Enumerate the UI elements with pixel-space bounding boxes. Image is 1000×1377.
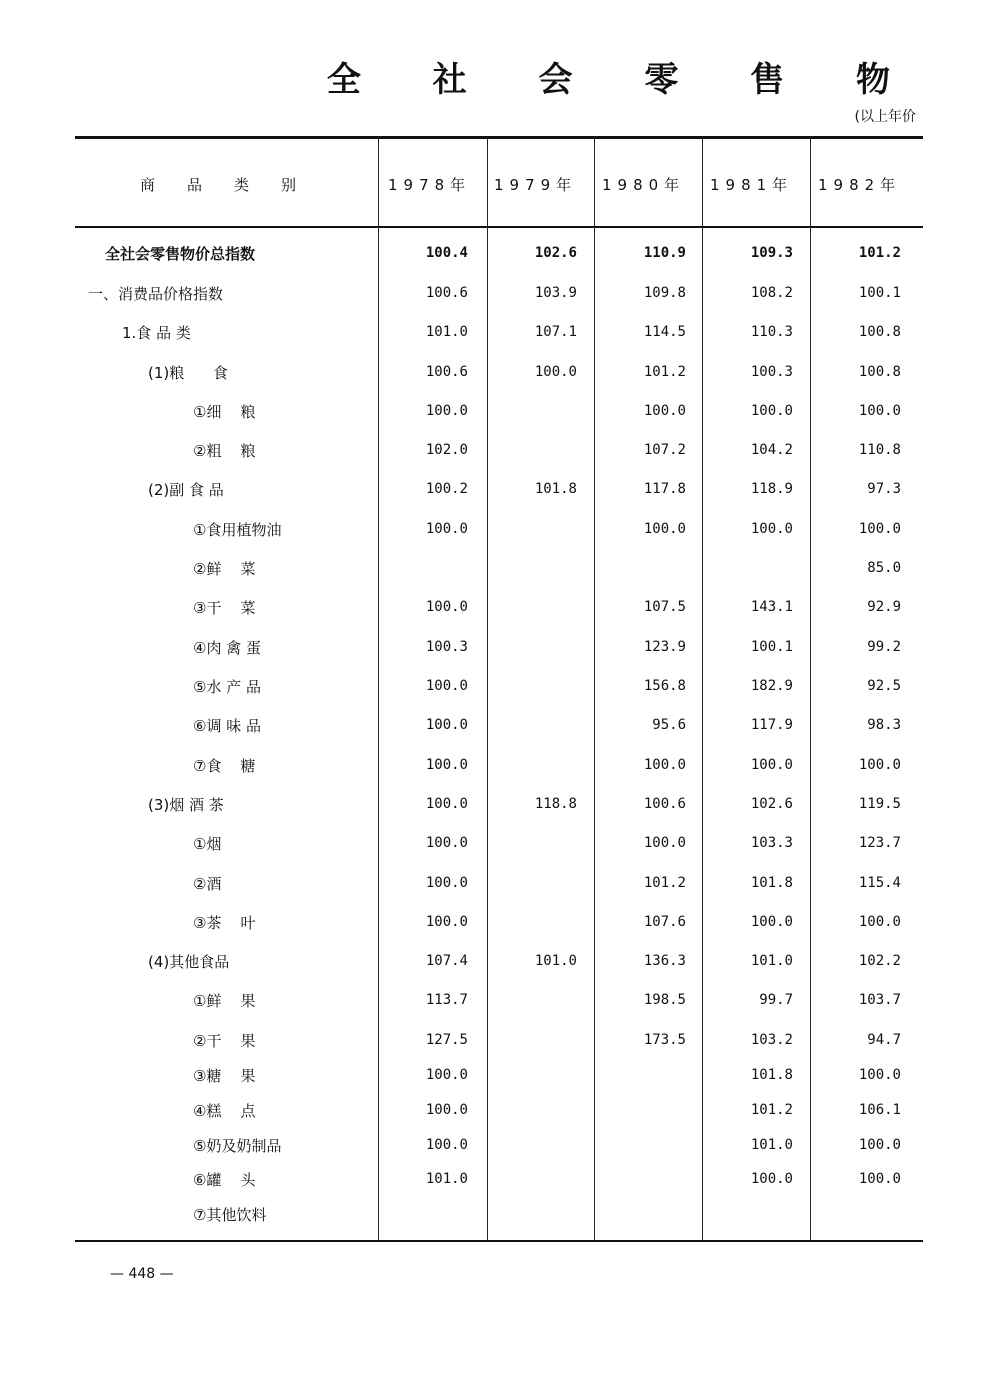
row-value: 100.0 bbox=[425, 875, 468, 891]
table-row bbox=[0, 990, 1000, 1018]
row-value: 100.0 bbox=[858, 1137, 901, 1153]
table-row bbox=[0, 873, 1000, 901]
row-label: 1.食 品 类 bbox=[122, 324, 191, 342]
row-value: 100.0 bbox=[858, 914, 901, 930]
row-value: 108.2 bbox=[750, 285, 793, 301]
row-value: 97.3 bbox=[867, 481, 901, 497]
row-label: ④肉 禽 蛋 bbox=[193, 639, 261, 657]
table-row bbox=[0, 283, 1000, 311]
row-value: 102.6 bbox=[750, 796, 793, 812]
table-row bbox=[0, 597, 1000, 625]
table-row bbox=[0, 322, 1000, 350]
row-value: 95.6 bbox=[652, 717, 686, 733]
row-value: 104.2 bbox=[750, 442, 793, 458]
row-value: 156.8 bbox=[643, 678, 686, 694]
row-value: 101.2 bbox=[750, 1102, 793, 1118]
row-value: 143.1 bbox=[750, 599, 793, 615]
row-value: 100.0 bbox=[643, 757, 686, 773]
row-value: 101.0 bbox=[534, 953, 577, 969]
row-label: ②干 果 bbox=[193, 1032, 256, 1050]
row-value: 103.2 bbox=[750, 1032, 793, 1048]
row-value: 100.0 bbox=[425, 757, 468, 773]
row-value: 100.8 bbox=[858, 364, 901, 380]
row-value: 85.0 bbox=[867, 560, 901, 576]
table-row bbox=[0, 833, 1000, 861]
row-value: 101.8 bbox=[534, 481, 577, 497]
row-value: 100.0 bbox=[425, 835, 468, 851]
row-value: 110.8 bbox=[858, 442, 901, 458]
row-value: 99.7 bbox=[759, 992, 793, 1008]
row-value: 100.6 bbox=[425, 364, 468, 380]
row-value: 123.7 bbox=[858, 835, 901, 851]
table-row bbox=[0, 401, 1000, 429]
row-value: 99.2 bbox=[867, 639, 901, 655]
row-value: 100.0 bbox=[425, 1067, 468, 1083]
table-row bbox=[0, 951, 1000, 979]
row-value: 100.2 bbox=[425, 481, 468, 497]
row-value: 98.3 bbox=[867, 717, 901, 733]
row-label: ②酒 bbox=[193, 875, 222, 893]
row-label: ③糖 果 bbox=[193, 1067, 256, 1085]
row-value: 100.3 bbox=[750, 364, 793, 380]
row-value: 107.2 bbox=[643, 442, 686, 458]
row-value: 100.0 bbox=[425, 403, 468, 419]
row-value: 100.0 bbox=[534, 364, 577, 380]
row-label: ⑦食 糖 bbox=[193, 757, 256, 775]
header-year: 1982年 bbox=[818, 176, 902, 194]
row-value: 118.8 bbox=[534, 796, 577, 812]
header-year: 1980年 bbox=[602, 176, 686, 194]
table-row bbox=[0, 1030, 1000, 1058]
row-value: 110.3 bbox=[750, 324, 793, 340]
row-label: ③茶 叶 bbox=[193, 914, 256, 932]
table-row bbox=[0, 243, 1000, 271]
table-row bbox=[0, 479, 1000, 507]
row-value: 100.0 bbox=[858, 757, 901, 773]
header-year: 1978年 bbox=[388, 176, 472, 194]
row-value: 100.0 bbox=[858, 1171, 901, 1187]
row-value: 101.2 bbox=[858, 245, 901, 261]
row-value: 107.1 bbox=[534, 324, 577, 340]
row-label: ②粗 粮 bbox=[193, 442, 256, 460]
row-label: (3)烟 酒 茶 bbox=[148, 796, 224, 814]
table-row bbox=[0, 755, 1000, 783]
bottom-rule bbox=[75, 1240, 923, 1242]
row-value: 102.0 bbox=[425, 442, 468, 458]
row-value: 113.7 bbox=[425, 992, 468, 1008]
top-rule bbox=[75, 136, 923, 139]
row-value: 100.0 bbox=[425, 678, 468, 694]
row-value: 100.6 bbox=[643, 796, 686, 812]
row-value: 100.0 bbox=[643, 835, 686, 851]
row-value: 101.0 bbox=[425, 324, 468, 340]
row-value: 107.4 bbox=[425, 953, 468, 969]
row-value: 101.0 bbox=[750, 953, 793, 969]
row-value: 101.8 bbox=[750, 1067, 793, 1083]
row-label: ①鲜 果 bbox=[193, 992, 256, 1010]
row-label: (1)粮 食 bbox=[148, 364, 228, 382]
table-row bbox=[0, 912, 1000, 940]
header-category: 商品类别 bbox=[140, 176, 329, 194]
table-row bbox=[0, 676, 1000, 704]
row-value: 173.5 bbox=[643, 1032, 686, 1048]
row-value: 101.0 bbox=[425, 1171, 468, 1187]
row-value: 100.6 bbox=[425, 285, 468, 301]
row-value: 103.7 bbox=[858, 992, 901, 1008]
table-row bbox=[0, 362, 1000, 390]
row-label: (4)其他食品 bbox=[148, 953, 230, 971]
row-value: 101.8 bbox=[750, 875, 793, 891]
row-label: ⑤奶及奶制品 bbox=[193, 1137, 282, 1155]
table-row bbox=[0, 1135, 1000, 1163]
row-value: 117.9 bbox=[750, 717, 793, 733]
row-value: 102.2 bbox=[858, 953, 901, 969]
row-value: 114.5 bbox=[643, 324, 686, 340]
row-value: 100.0 bbox=[858, 403, 901, 419]
row-value: 107.6 bbox=[643, 914, 686, 930]
row-label: ⑥调 味 品 bbox=[193, 717, 261, 735]
page-number: — 448 — bbox=[110, 1266, 174, 1282]
row-label: ①烟 bbox=[193, 835, 222, 853]
header-year: 1981年 bbox=[710, 176, 794, 194]
row-value: 119.5 bbox=[858, 796, 901, 812]
row-label: ③干 菜 bbox=[193, 599, 256, 617]
row-value: 100.0 bbox=[643, 521, 686, 537]
row-value: 100.0 bbox=[750, 757, 793, 773]
row-value: 127.5 bbox=[425, 1032, 468, 1048]
row-value: 136.3 bbox=[643, 953, 686, 969]
row-value: 100.1 bbox=[858, 285, 901, 301]
row-value: 106.1 bbox=[858, 1102, 901, 1118]
row-value: 103.9 bbox=[534, 285, 577, 301]
row-value: 100.0 bbox=[750, 521, 793, 537]
table-row bbox=[0, 715, 1000, 743]
row-label: ①细 粮 bbox=[193, 403, 256, 421]
row-value: 100.0 bbox=[425, 521, 468, 537]
row-value: 100.0 bbox=[750, 403, 793, 419]
row-value: 100.8 bbox=[858, 324, 901, 340]
row-value: 117.8 bbox=[643, 481, 686, 497]
row-value: 100.0 bbox=[425, 796, 468, 812]
row-value: 103.3 bbox=[750, 835, 793, 851]
row-value: 109.8 bbox=[643, 285, 686, 301]
row-value: 101.2 bbox=[643, 364, 686, 380]
row-value: 107.5 bbox=[643, 599, 686, 615]
row-value: 100.4 bbox=[425, 245, 468, 261]
header-rule bbox=[75, 226, 923, 228]
row-label: ②鲜 菜 bbox=[193, 560, 256, 578]
row-label: 一、消费品价格指数 bbox=[88, 285, 224, 303]
row-value: 100.0 bbox=[750, 914, 793, 930]
row-value: 100.0 bbox=[425, 1102, 468, 1118]
row-value: 100.0 bbox=[858, 521, 901, 537]
row-value: 109.3 bbox=[750, 245, 793, 261]
row-value: 182.9 bbox=[750, 678, 793, 694]
row-value: 92.5 bbox=[867, 678, 901, 694]
row-label: (2)副 食 品 bbox=[148, 481, 224, 499]
row-value: 92.9 bbox=[867, 599, 901, 615]
row-value: 100.0 bbox=[643, 403, 686, 419]
row-label: ⑤水 产 品 bbox=[193, 678, 261, 696]
page-title: 全 社 会 零 售 物 bbox=[326, 60, 920, 100]
table-row bbox=[0, 1100, 1000, 1128]
table-row bbox=[0, 558, 1000, 586]
row-value: 101.2 bbox=[643, 875, 686, 891]
row-value: 100.0 bbox=[425, 914, 468, 930]
table-row bbox=[0, 440, 1000, 468]
row-value: 110.9 bbox=[643, 245, 686, 261]
row-value: 100.0 bbox=[750, 1171, 793, 1187]
row-label: ④糕 点 bbox=[193, 1102, 256, 1120]
row-value: 100.0 bbox=[425, 1137, 468, 1153]
row-label: 全社会零售物价总指数 bbox=[105, 245, 256, 263]
row-label: ⑥罐 头 bbox=[193, 1171, 256, 1189]
header-year: 1979年 bbox=[494, 176, 578, 194]
table-row bbox=[0, 1169, 1000, 1197]
row-value: 101.0 bbox=[750, 1137, 793, 1153]
row-value: 118.9 bbox=[750, 481, 793, 497]
table-row bbox=[0, 637, 1000, 665]
table-row bbox=[0, 794, 1000, 822]
row-label: ①食用植物油 bbox=[193, 521, 282, 539]
table-row bbox=[0, 1065, 1000, 1093]
row-value: 100.3 bbox=[425, 639, 468, 655]
unit-note: (以上年价 bbox=[854, 109, 916, 125]
row-value: 102.6 bbox=[534, 245, 577, 261]
row-value: 94.7 bbox=[867, 1032, 901, 1048]
table-row bbox=[0, 1204, 1000, 1232]
row-value: 115.4 bbox=[858, 875, 901, 891]
row-value: 198.5 bbox=[643, 992, 686, 1008]
row-value: 100.1 bbox=[750, 639, 793, 655]
row-value: 123.9 bbox=[643, 639, 686, 655]
row-value: 100.0 bbox=[858, 1067, 901, 1083]
row-value: 100.0 bbox=[425, 599, 468, 615]
row-label: ⑦其他饮料 bbox=[193, 1206, 267, 1224]
table-row bbox=[0, 519, 1000, 547]
row-value: 100.0 bbox=[425, 717, 468, 733]
